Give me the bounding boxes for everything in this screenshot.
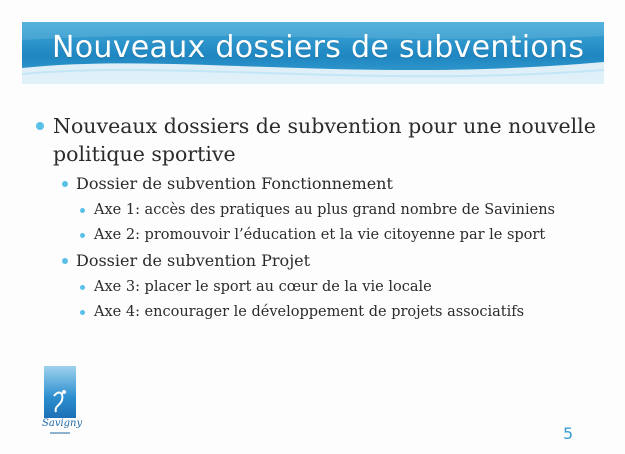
savigny-logo <box>40 366 83 442</box>
list-item-section-fonctionnement <box>36 173 596 195</box>
section-label: Dossier de subvention Fonctionnement <box>76 174 393 193</box>
axe-text: Axe 1: accès des pratiques au plus grand nombre de Saviniens <box>94 202 555 218</box>
axe-text: Axe 2: promouvoir l’éducation et la vie citoyenne par le sport <box>94 227 546 243</box>
logo-text: Savigny <box>42 418 83 429</box>
logo-underline <box>50 432 70 434</box>
bullet-icon <box>80 233 85 238</box>
bullet-icon <box>62 258 68 264</box>
bullet-icon <box>62 181 68 187</box>
list-item-axe-2 <box>36 225 596 245</box>
list-item-section-projet <box>36 250 596 272</box>
list-item-level1 <box>36 112 596 168</box>
list-item-level1-text: Nouveaux dossiers de subvention pour une nouvelle politique sportive <box>53 114 596 166</box>
axe-text: Axe 4: encourager le développement de projets associatifs <box>94 304 525 320</box>
bullet-icon <box>36 122 44 130</box>
logo-emblem-icon <box>44 366 76 418</box>
bullet-icon <box>80 208 85 213</box>
axe-text: Axe 3: placer le sport au cœur de la vie locale <box>94 279 432 295</box>
list-item-axe-1 <box>36 200 596 220</box>
list-item-axe-3 <box>36 277 596 297</box>
slide-content <box>36 112 596 322</box>
page-number: 5 <box>563 424 574 443</box>
slide-title: Nouveaux dossiers de subventions <box>52 30 585 65</box>
bullet-icon <box>80 310 85 315</box>
title-banner <box>22 22 604 84</box>
section-label: Dossier de subvention Projet <box>76 251 311 270</box>
bullet-icon <box>80 285 85 290</box>
list-item-axe-4 <box>36 302 596 322</box>
